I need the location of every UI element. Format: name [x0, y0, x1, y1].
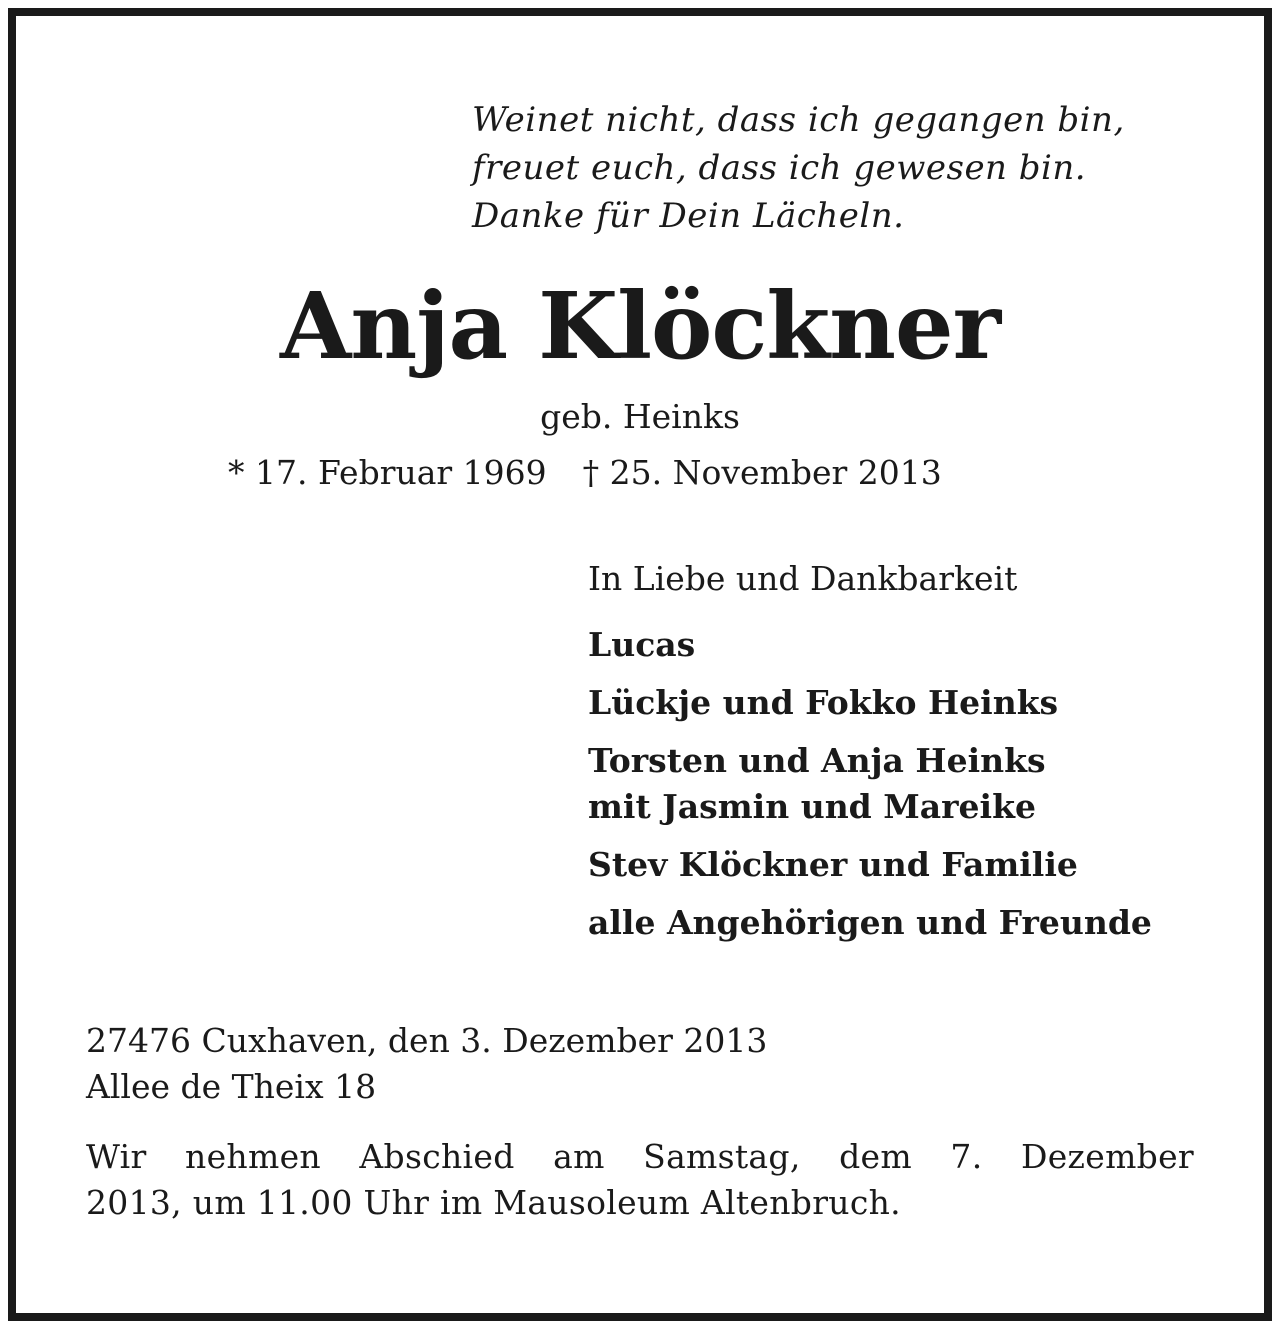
mourner-line: alle Angehörigen und Freunde: [588, 903, 1152, 942]
poem-quote: [472, 96, 1125, 240]
birth-date: * 17. Februar 1969: [228, 453, 547, 492]
mourner-line: mit Jasmin und Mareike: [588, 787, 1036, 826]
quote-line: Weinet nicht, dass ich gegangen bin,: [472, 100, 1125, 140]
place-date: 27476 Cuxhaven, den 3. Dezember 2013: [86, 1021, 768, 1060]
mourner-entry: [588, 622, 1152, 668]
mourner-line: Torsten und Anja Heinks: [588, 741, 1046, 780]
maiden-name: geb. Heinks: [540, 397, 740, 436]
address: Allee de Theix 18: [86, 1067, 377, 1106]
quote-line: Danke für Dein Lächeln.: [472, 196, 905, 236]
mourner-line: Lückje und Fokko Heinks: [588, 683, 1059, 722]
mourners-list: [588, 622, 1152, 958]
mourner-line: Lucas: [588, 625, 696, 664]
mourner-entry: [588, 680, 1152, 726]
mourner-line: Stev Klöckner und Familie: [588, 845, 1078, 884]
death-date: † 25. November 2013: [582, 453, 942, 492]
place-and-address: [86, 1018, 767, 1110]
thanks-line: In Liebe und Dankbarkeit: [588, 559, 1018, 598]
farewell-line: 2013, um 11.00 Uhr im Mausoleum Altenbruch.: [86, 1183, 901, 1222]
life-dates: [228, 450, 942, 496]
deceased-name: Anja Klöckner: [279, 272, 1001, 380]
mourner-entry: [588, 738, 1152, 830]
mourner-entry: [588, 842, 1152, 888]
mourner-entry: [588, 900, 1152, 946]
farewell-info: [86, 1134, 1194, 1226]
quote-line: freuet euch, dass ich gewesen bin.: [472, 148, 1087, 188]
farewell-line: Wir nehmen Abschied am Samstag, dem 7. Dezember: [86, 1137, 1194, 1176]
